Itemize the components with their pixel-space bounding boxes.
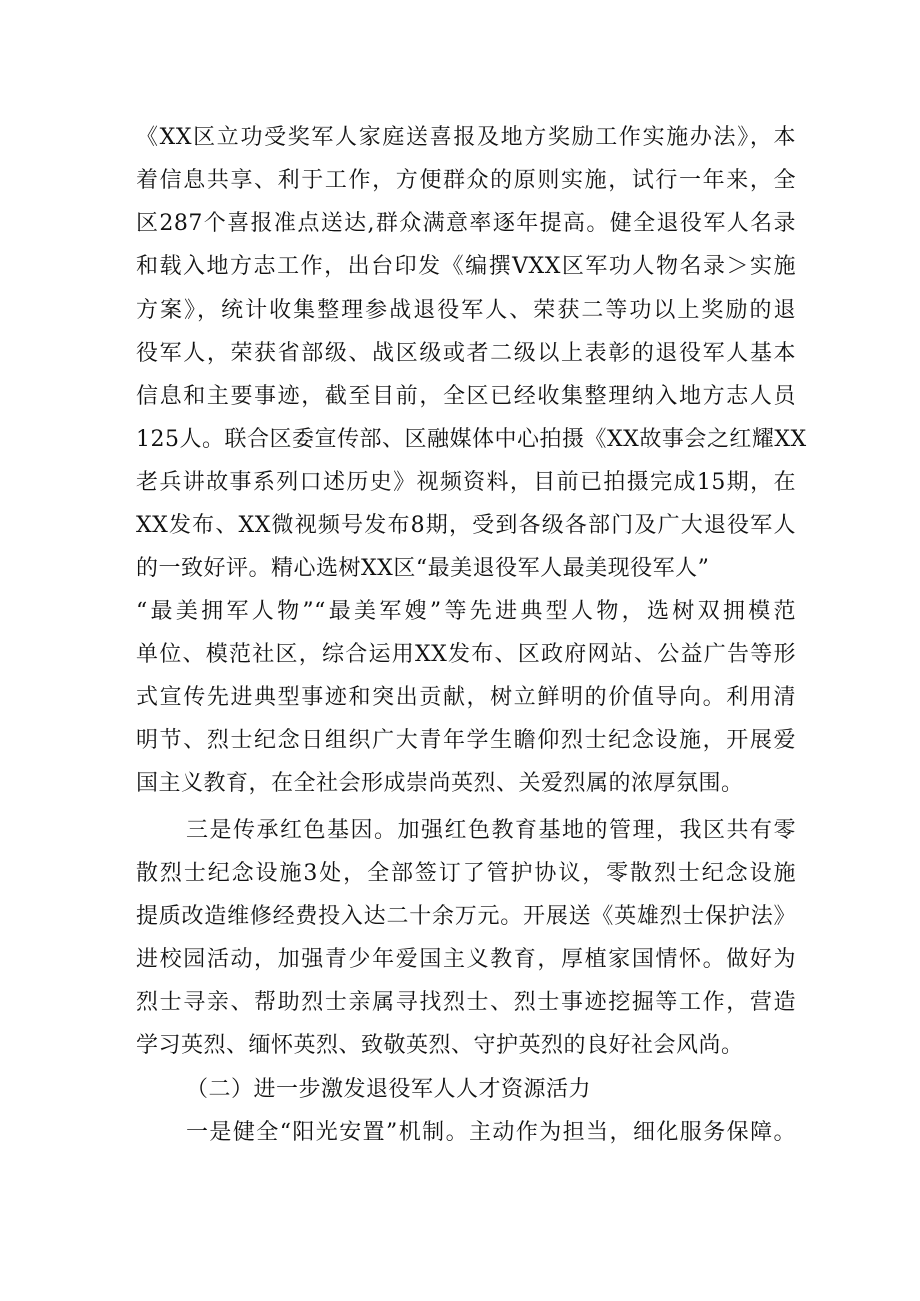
text-line: 125人。联合区委宣传部、区融媒体中心拍摄《XX故事会之红耀XX [136, 427, 807, 452]
text-line: 方案》，统计收集整理参战退役军人、荣获二等功以上奖励的退 [136, 298, 796, 323]
paragraph-first-line: 一是健全“阳光安置”机制。主动作为担当，细化服务保障。 [186, 1120, 796, 1145]
text-line: 单位、模范社区，综合运用XX发布、区政府网站、公益广告等形 [136, 642, 796, 667]
text-line: 明节、烈士纪念日组织广大青年学生瞻仰烈士纪念设施，开展爱 [136, 728, 796, 753]
paragraph-end-line: 学习英烈、缅怀英烈、致敬英烈、守护英烈的良好社会风尚。 [136, 1033, 744, 1058]
text-line: 的一致好评。精心选树XX区“最美退役军人最美现役军人” [136, 556, 710, 581]
text-line: 着信息共享、利于工作，方便群众的原则实施，试行一年来，全 [136, 168, 796, 193]
text-line: 《XX区立功受奖军人家庭送喜报及地方奖励工作实施办法》，本 [136, 125, 796, 150]
text-line: 老兵讲故事系列口述历史》视频资料，目前已拍摄完成15期，在 [136, 470, 796, 495]
text-line: 和载入地方志工作，出台印发《编撰VXX区军功人物名录＞实施 [136, 254, 796, 279]
text-line: 区287个喜报准点送达,群众满意率逐年提高。健全退役军人名录 [136, 211, 796, 236]
text-line: XX发布、XX微视频号发布8期，受到各级各部门及广大退役军人 [136, 513, 796, 538]
text-line: 信息和主要事迹，截至目前，全区已经收集整理纳入地方志人员 [136, 384, 796, 409]
section-heading: （二）进一步激发退役军人人才资源活力 [186, 1077, 592, 1102]
text-line: 烈士寻亲、帮助烈士亲属寻找烈士、烈士事迹挖掘等工作，营造 [136, 990, 796, 1015]
text-line: “最美拥军人物”“最美军嫂”等先进典型人物，选树双拥模范 [136, 599, 796, 624]
paragraph-end-line: 国主义教育，在全社会形成崇尚英烈、关爱烈属的浓厚氛围。 [136, 771, 744, 796]
text-line: 役军人，荣获省部级、战区级或者二级以上表彰的退役军人基本 [136, 341, 796, 366]
paragraph-first-line: 三是传承红色基因。加强红色教育基地的管理，我区共有零 [186, 818, 796, 843]
text-line: 式宣传先进典型事迹和突出贡献，树立鲜明的价值导向。利用清 [136, 685, 796, 710]
text-line: 提质改造维修经费投入达二十余万元。开展送《英雄烈士保护法》 [136, 904, 796, 929]
text-line: 散烈士纪念设施3处，全部签订了管护协议，零散烈士纪念设施 [136, 861, 796, 886]
text-line: 进校园活动，加强青少年爱国主义教育，厚植家国情怀。做好为 [136, 947, 796, 972]
